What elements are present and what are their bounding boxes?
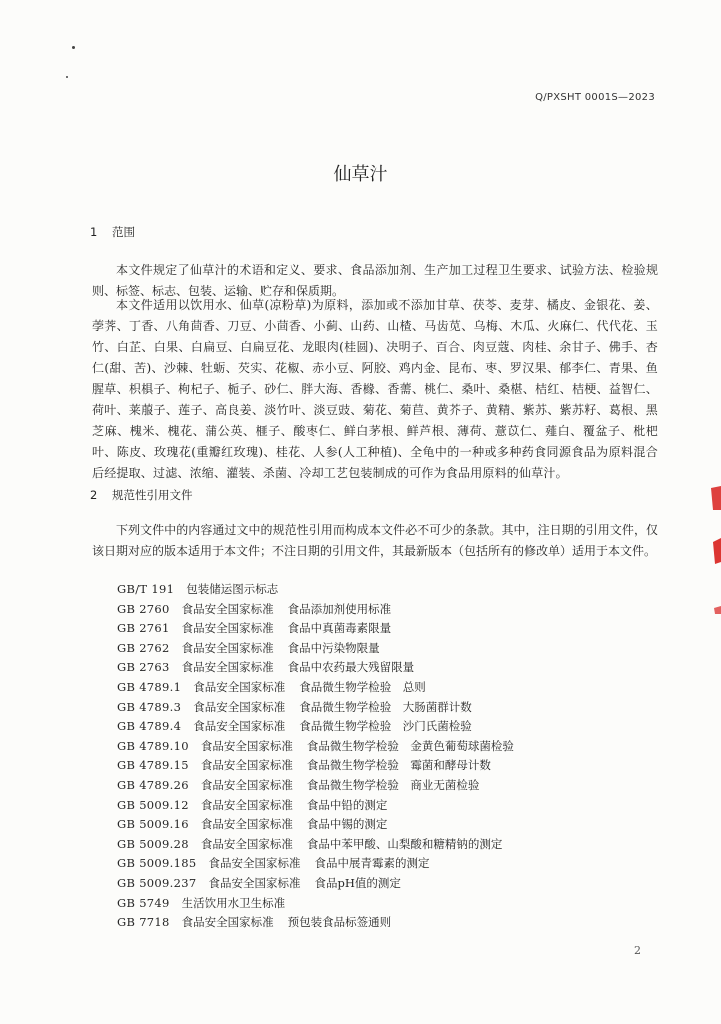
reference-title: 食品中苯甲酸、山梨酸和糖精钠的测定 [306, 836, 503, 851]
section-heading-normative-references [90, 487, 193, 503]
reference-title: 食品中污染物限量 [287, 640, 380, 655]
reference-title: 预包装食品标签通则 [287, 915, 392, 930]
reference-title: 食品中真菌毒素限量 [287, 621, 392, 636]
reference-code: GB 5009.185 [117, 856, 197, 871]
reference-item [117, 580, 514, 600]
reference-code: GB 4789.3 [117, 699, 182, 714]
reference-item [117, 737, 514, 757]
section-title: 范围 [112, 225, 135, 239]
reference-series: 食品安全国家标准 [181, 601, 274, 616]
reference-code: GB 5009.28 [117, 836, 189, 851]
scope-paragraph-1: 本文件规定了仙草汁的术语和定义、要求、食品添加剂、生产加工过程卫生要求、试验方法、检验规则、标签、标志、包装、运输、贮存和保质期。 [92, 263, 658, 298]
reference-title: 食品添加剂使用标准 [287, 601, 392, 616]
reference-title: 食品微生物学检验 商业无菌检验 [306, 777, 480, 792]
reference-series: 食品安全国家标准 [200, 797, 293, 812]
scope-paragraph-2: 本文件适用以饮用水、仙草(凉粉草)为原料，添加或不添加甘草、茯苓、麦芽、橘皮、金银花、姜、荸荠、丁香、八角茴香、刀豆、小茴香、小蓟、山药、山楂、马齿苋、乌梅、木瓜、火麻仁、代代花、玉竹、白芷、白果、白扁豆、白扁豆花、龙眼肉(桂圆)、决明子、百合、肉豆蔻、肉桂、余甘子、佛手、杏仁(甜、苦)、沙棘、牡蛎、芡实、花椒、赤小豆、阿胶、鸡内金、昆布、枣、罗汉果、郁李仁、青果、鱼腥草、枳椇子、枸杞子、栀子、砂仁、胖大海、香橼、香薷、桃仁、桑叶、桑椹、桔红、桔梗、益智仁、荷叶、莱菔子、莲子、高良姜、淡竹叶、淡豆豉、菊花、菊苣、黄芥子、黄精、紫苏、紫苏籽、葛根、黑芝麻、槐米、槐花、蒲公英、榧子、酸枣仁、鲜白茅根、鲜芦根、薄荷、薏苡仁、薤白、覆盆子、枇杷叶、陈皮、玫瑰花(重瓣红玫瑰)、桂花、人参(人工种植)、全龟中的一种或多种药食同源食品为原料混合后经提取、过滤、浓缩、灌装、杀菌、冷却工艺包装制成的可作为食品用原料的仙草汁。 [92, 298, 658, 480]
scan-speck [66, 76, 68, 78]
stamp-mark [711, 486, 721, 510]
section-number: 2 [90, 488, 98, 502]
references-intro-paragraph: 下列文件中的内容通过文中的规范性引用而构成本文件必不可少的条款。其中，注日期的引用文件，仅该日期对应的版本适用于本文件；不注日期的引用文件，其最新版本（包括所有的修改单）适用于本文件。 [92, 523, 658, 558]
reference-item [117, 600, 514, 620]
reference-code: GB 2761 [117, 621, 170, 636]
reference-list [117, 580, 514, 933]
reference-series: 食品安全国家标准 [200, 817, 293, 832]
stamp-mark [713, 538, 721, 564]
reference-code: GB 4789.4 [117, 719, 182, 734]
reference-series: 食品安全国家标准 [193, 719, 286, 734]
reference-item [117, 796, 514, 816]
reference-item [117, 678, 514, 698]
reference-title: 食品微生物学检验 总则 [299, 679, 426, 694]
reference-code: GB 2763 [117, 660, 170, 675]
reference-code: GB 5009.12 [117, 797, 189, 812]
reference-title: 食品微生物学检验 霉菌和酵母计数 [306, 758, 491, 773]
stamp-mark [714, 606, 721, 614]
reference-code: GB 4789.26 [117, 777, 189, 792]
reference-item [117, 835, 514, 855]
reference-series: 食品安全国家标准 [193, 699, 286, 714]
reference-series: 食品安全国家标准 [200, 758, 293, 773]
reference-item [117, 874, 514, 894]
reference-code: GB 5009.237 [117, 875, 197, 890]
reference-title: 食品微生物学检验 沙门氏菌检验 [299, 719, 472, 734]
reference-title: 食品中铅的测定 [306, 797, 388, 812]
reference-title: 生活饮用水卫生标准 [181, 895, 286, 910]
section-title: 规范性引用文件 [112, 488, 193, 502]
scan-speck [72, 46, 75, 49]
reference-series: 食品安全国家标准 [208, 875, 301, 890]
reference-code: GB 4789.10 [117, 738, 189, 753]
reference-series: 食品安全国家标准 [208, 856, 301, 871]
reference-series: 食品安全国家标准 [181, 660, 274, 675]
reference-code: GB 5009.16 [117, 817, 189, 832]
reference-item [117, 854, 514, 874]
reference-code: GB 7718 [117, 915, 170, 930]
reference-code: GB/T 191 [117, 582, 175, 596]
reference-series: 食品安全国家标准 [181, 915, 274, 930]
document-title: 仙草汁 [333, 164, 388, 185]
reference-item [117, 756, 514, 776]
standard-code: Q/PXSHT 0001S—2023 [535, 92, 655, 103]
reference-title: 包装储运图示标志 [186, 582, 279, 596]
section-heading-scope [90, 224, 135, 240]
reference-series: 食品安全国家标准 [200, 777, 293, 792]
section-number: 1 [90, 225, 98, 239]
red-seal-stamp [705, 480, 721, 620]
reference-series: 食品安全国家标准 [193, 679, 286, 694]
reference-title: 食品中展青霉素的测定 [314, 856, 430, 871]
reference-item [117, 698, 514, 718]
page-number: 2 [634, 944, 641, 957]
reference-item [117, 913, 514, 933]
reference-series: 食品安全国家标准 [200, 836, 293, 851]
reference-title: 食品微生物学检验 金黄色葡萄球菌检验 [306, 738, 514, 753]
reference-item [117, 815, 514, 835]
reference-series: 食品安全国家标准 [200, 738, 293, 753]
reference-code: GB 4789.1 [117, 679, 182, 694]
reference-item [117, 717, 514, 737]
reference-item [117, 776, 514, 796]
reference-item [117, 639, 514, 659]
reference-title: 食品微生物学检验 大肠菌群计数 [299, 699, 472, 714]
reference-item [117, 619, 514, 639]
reference-title: 食品pH值的测定 [314, 875, 401, 890]
reference-series: 食品安全国家标准 [181, 621, 274, 636]
reference-series: 食品安全国家标准 [181, 640, 274, 655]
reference-item [117, 894, 514, 914]
reference-code: GB 5749 [117, 895, 170, 910]
reference-code: GB 2760 [117, 601, 170, 616]
reference-code: GB 2762 [117, 640, 170, 655]
reference-code: GB 4789.15 [117, 758, 189, 773]
reference-title: 食品中锡的测定 [306, 817, 388, 832]
reference-item [117, 658, 514, 678]
reference-title: 食品中农药最大残留限量 [287, 660, 415, 675]
